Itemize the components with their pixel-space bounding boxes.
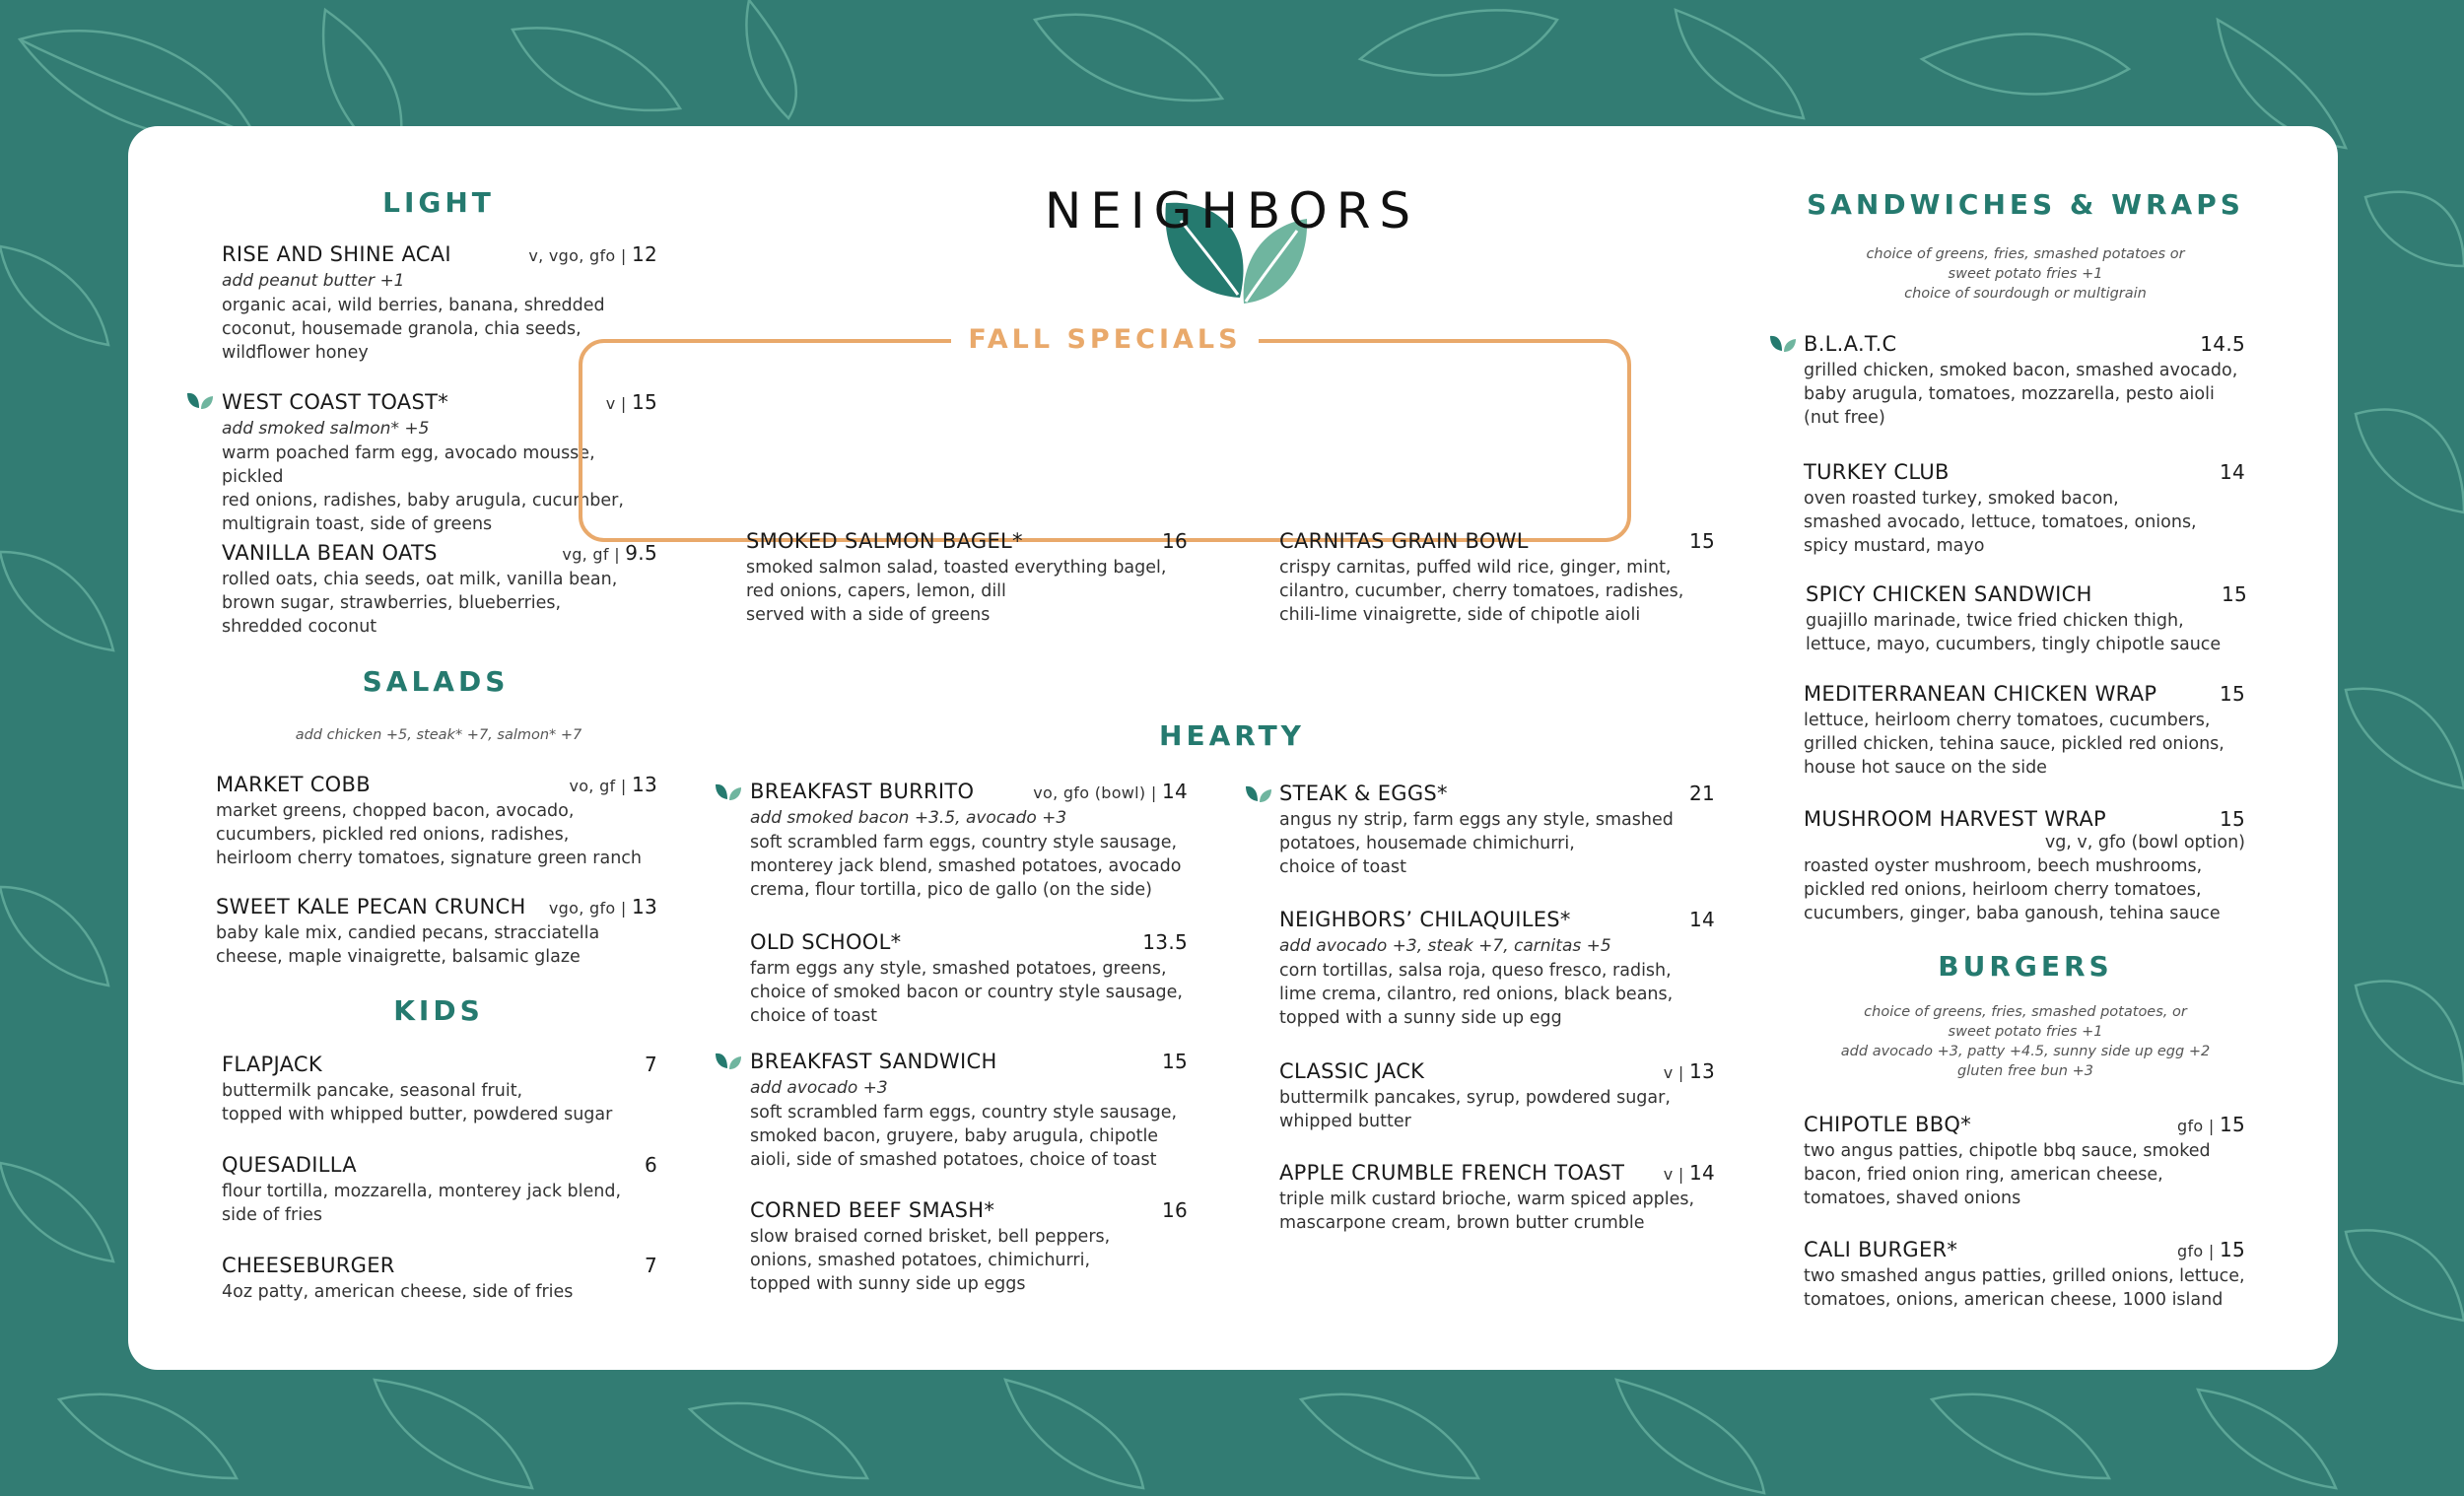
item-name: MARKET COBB <box>216 773 371 796</box>
item-tags: vg, gf | <box>562 545 626 564</box>
section-note: choice of greens, fries, smashed potatoes or sweet potato fries +1 choice of sourdough or multigrain <box>1866 246 2185 302</box>
menu-item <box>750 930 1188 1028</box>
menu-item <box>1804 682 2245 780</box>
item-description: warm poached farm egg, avocado mousse, pickled red onions, radishes, baby arugula, cucumber, multigrain toast, side of greens <box>222 443 624 534</box>
section-title-kids: KIDS <box>393 994 484 1027</box>
item-tags: gfo | <box>2176 1242 2220 1260</box>
item-description: smoked salmon salad, toasted everything bagel, red onions, capers, lemon, dill served with a side of greens <box>746 558 1167 625</box>
menu-item <box>750 1198 1188 1296</box>
section-title-fall-specials: FALL SPECIALS <box>951 324 1259 355</box>
brand-name: NEIGHBORS <box>1044 182 1420 239</box>
leaf-badge-icon <box>715 783 742 801</box>
item-description: angus ny strip, farm eggs any style, smashed potatoes, housemade chimichurri, choice of toast <box>1279 810 1674 877</box>
item-price: 15 <box>2219 1238 2245 1261</box>
leaf-badge-icon <box>1245 785 1272 803</box>
menu-item <box>1804 460 2245 558</box>
menu-item <box>1279 529 1715 627</box>
item-addon: add smoked salmon* +5 <box>222 419 430 439</box>
menu-item <box>1279 908 1715 1030</box>
leaf-badge-icon <box>1769 335 1797 353</box>
item-description: slow braised corned brisket, bell peppers, onions, smashed potatoes, chimichurri, topped with sunny side up eggs <box>750 1227 1111 1294</box>
item-price: 21 <box>1688 782 1715 805</box>
item-price: 16 <box>1161 1198 1188 1222</box>
item-price: 15 <box>2219 807 2245 831</box>
item-name: CARNITAS GRAIN BOWL <box>1279 529 1529 553</box>
item-description: farm eggs any style, smashed potatoes, greens, choice of smoked bacon or country style sausage, choice of toast <box>750 959 1183 1026</box>
item-price: 13.5 <box>1142 930 1188 954</box>
item-name: MEDITERRANEAN CHICKEN WRAP <box>1804 682 2157 706</box>
menu-item <box>222 541 657 639</box>
item-price: 14 <box>1688 908 1715 931</box>
item-description: soft scrambled farm eggs, country style sausage, smoked bacon, gruyere, baby arugula, chipotle aioli, side of smashed potatoes, choice of toast <box>750 1103 1178 1170</box>
section-title-salads: SALADS <box>362 665 510 698</box>
item-description: guajillo marinade, twice fried chicken thigh, lettuce, mayo, cucumbers, tingly chipotle sauce <box>1806 611 2222 654</box>
item-name: B.L.A.T.C <box>1804 332 1897 356</box>
item-name: VANILLA BEAN OATS <box>222 541 438 565</box>
section-title-burgers: BURGERS <box>1938 950 2113 983</box>
menu-item <box>1279 1059 1715 1133</box>
item-addon: add avocado +3, steak +7, carnitas +5 <box>1279 936 1611 956</box>
item-description: flour tortilla, mozzarella, monterey jack blend, side of fries <box>222 1182 622 1225</box>
item-price: 12 <box>631 242 657 266</box>
item-price: 15 <box>2219 682 2245 706</box>
item-tags: v | <box>1663 1165 1689 1184</box>
item-price: 13 <box>631 773 657 796</box>
item-description: two smashed angus patties, grilled onions, lettuce, tomatoes, onions, american cheese, 1000 island <box>1804 1266 2245 1310</box>
menu-item <box>1804 1238 2245 1312</box>
menu-item <box>750 1050 1188 1172</box>
item-price: 15 <box>2221 582 2247 606</box>
item-price: 7 <box>644 1053 657 1076</box>
item-name: OLD SCHOOL* <box>750 930 902 954</box>
menu-item <box>1279 782 1715 879</box>
menu-item <box>1279 1161 1715 1235</box>
section-note: add chicken +5, steak* +7, salmon* +7 <box>295 727 582 743</box>
item-name: BREAKFAST BURRITO <box>750 780 975 803</box>
item-tags: vo, gf | <box>569 777 632 795</box>
item-tags: v, vgo, gfo | <box>528 246 632 265</box>
item-description: lettuce, heirloom cherry tomatoes, cucumbers, grilled chicken, tehina sauce, pickled red onions, house hot sauce on the side <box>1804 711 2224 778</box>
menu-item <box>1806 582 2247 656</box>
item-price: 14 <box>1161 780 1188 803</box>
item-description: buttermilk pancakes, syrup, powdered sugar, whipped butter <box>1279 1088 1671 1131</box>
item-price: 13 <box>1688 1059 1715 1083</box>
item-tags: vo, gfo (bowl) | <box>1033 783 1162 802</box>
item-name: SWEET KALE PECAN CRUNCH <box>216 895 526 918</box>
menu-item <box>222 1053 657 1126</box>
item-price: 14 <box>2219 460 2245 484</box>
section-title-hearty: HEARTY <box>1159 719 1305 752</box>
menu-item <box>1804 1113 2245 1210</box>
fall-specials-box <box>579 339 1631 542</box>
item-description: baby kale mix, candied pecans, stracciatella cheese, maple vinaigrette, balsamic glaze <box>216 923 600 967</box>
item-description: crispy carnitas, puffed wild rice, ginger, mint, cilantro, cucumber, cherry tomatoes, radishes, chili-lime vinaigrette, side of chipotle aioli <box>1279 558 1684 625</box>
item-description: organic acai, wild berries, banana, shredded coconut, housemade granola, chia seeds, wildflower honey <box>222 296 605 363</box>
item-description: soft scrambled farm eggs, country style sausage, monterey jack blend, smashed potatoes, avocado crema, flour tortilla, pico de gallo (on the side) <box>750 833 1182 900</box>
item-description: two angus patties, chipotle bbq sauce, smoked bacon, fried onion ring, american cheese, tomatoes, shaved onions <box>1804 1141 2211 1208</box>
item-addon: add avocado +3 <box>750 1078 888 1098</box>
item-tags: vgo, gfo | <box>548 899 632 918</box>
item-description: oven roasted turkey, smoked bacon, smashed avocado, lettuce, tomatoes, onions, spicy mustard, mayo <box>1804 489 2197 556</box>
item-name: WEST COAST TOAST* <box>222 390 448 414</box>
item-name: SMOKED SALMON BAGEL* <box>746 529 1023 553</box>
leaf-badge-icon <box>715 1053 742 1070</box>
item-name: QUESADILLA <box>222 1153 357 1177</box>
menu-item <box>1804 807 2245 925</box>
item-description: 4oz patty, american cheese, side of fries <box>222 1282 574 1302</box>
menu-item <box>1804 332 2245 430</box>
item-price: 15 <box>2219 1113 2245 1136</box>
item-price: 7 <box>644 1254 657 1277</box>
item-name: STEAK & EGGS* <box>1279 782 1448 805</box>
menu-item <box>746 529 1188 627</box>
item-name: RISE AND SHINE ACAI <box>222 242 451 266</box>
item-price: 15 <box>631 390 657 414</box>
item-price: 15 <box>1161 1050 1188 1073</box>
item-tags: vg, v, gfo (bowl option) <box>2044 833 2245 852</box>
item-description: buttermilk pancake, seasonal fruit, topped with whipped butter, powdered sugar <box>222 1081 613 1124</box>
menu-item <box>216 773 657 870</box>
item-name: CORNED BEEF SMASH* <box>750 1198 995 1222</box>
item-price: 6 <box>644 1153 657 1177</box>
item-name: APPLE CRUMBLE FRENCH TOAST <box>1279 1161 1625 1185</box>
menu-item <box>222 1254 657 1304</box>
item-name: CHEESEBURGER <box>222 1254 395 1277</box>
item-description: triple milk custard brioche, warm spiced apples, mascarpone cream, brown butter crumble <box>1279 1190 1695 1233</box>
section-title-light: LIGHT <box>382 186 495 219</box>
item-tags: v | <box>605 394 632 413</box>
item-price: 15 <box>1688 529 1715 553</box>
item-price: 16 <box>1161 529 1188 553</box>
item-name: BREAKFAST SANDWICH <box>750 1050 997 1073</box>
item-tags: v | <box>1663 1063 1689 1082</box>
item-price: 13 <box>631 895 657 918</box>
item-tags: gfo | <box>2176 1117 2220 1135</box>
item-price: 14.5 <box>2200 332 2245 356</box>
item-name: CALI BURGER* <box>1804 1238 1958 1261</box>
item-name: CHIPOTLE BBQ* <box>1804 1113 1972 1136</box>
menu-item <box>750 780 1188 902</box>
item-name: MUSHROOM HARVEST WRAP <box>1804 807 2106 831</box>
item-description: rolled oats, chia seeds, oat milk, vanilla bean, brown sugar, strawberries, blueberries, shredded coconut <box>222 570 618 637</box>
item-name: TURKEY CLUB <box>1804 460 1950 484</box>
item-name: SPICY CHICKEN SANDWICH <box>1806 582 2092 606</box>
item-description: grilled chicken, smoked bacon, smashed avocado, baby arugula, tomatoes, mozzarella, pesto aioli (nut free) <box>1804 361 2238 428</box>
item-name: NEIGHBORS’ CHILAQUILES* <box>1279 908 1571 931</box>
item-description: market greens, chopped bacon, avocado, cucumbers, pickled red onions, radishes, heirloom cherry tomatoes, signature green ranch <box>216 801 643 868</box>
item-addon: add peanut butter +1 <box>222 271 405 291</box>
menu-item <box>216 895 657 969</box>
item-name: CLASSIC JACK <box>1279 1059 1425 1083</box>
item-name: FLAPJACK <box>222 1053 322 1076</box>
item-price: 14 <box>1688 1161 1715 1185</box>
item-description: roasted oyster mushroom, beech mushrooms, pickled red onions, heirloom cherry tomatoes, cucumbers, ginger, baba ganoush, tehina sauce <box>1804 856 2221 923</box>
menu-item <box>222 1153 657 1227</box>
leaf-badge-icon <box>186 392 214 410</box>
section-note: choice of greens, fries, smashed potatoes, or sweet potato fries +1 add avocado +3, patty +4.5, sunny side up egg +2 gluten free bun +3 <box>1840 1004 2211 1079</box>
item-description: corn tortillas, salsa roja, queso fresco, radish, lime crema, cilantro, red onions, black beans, topped with a sunny side up egg <box>1279 961 1674 1028</box>
item-addon: add smoked bacon +3.5, avocado +3 <box>750 808 1067 828</box>
item-price: 9.5 <box>625 541 657 565</box>
section-title-sandwiches: SANDWICHES & WRAPS <box>1807 188 2244 221</box>
